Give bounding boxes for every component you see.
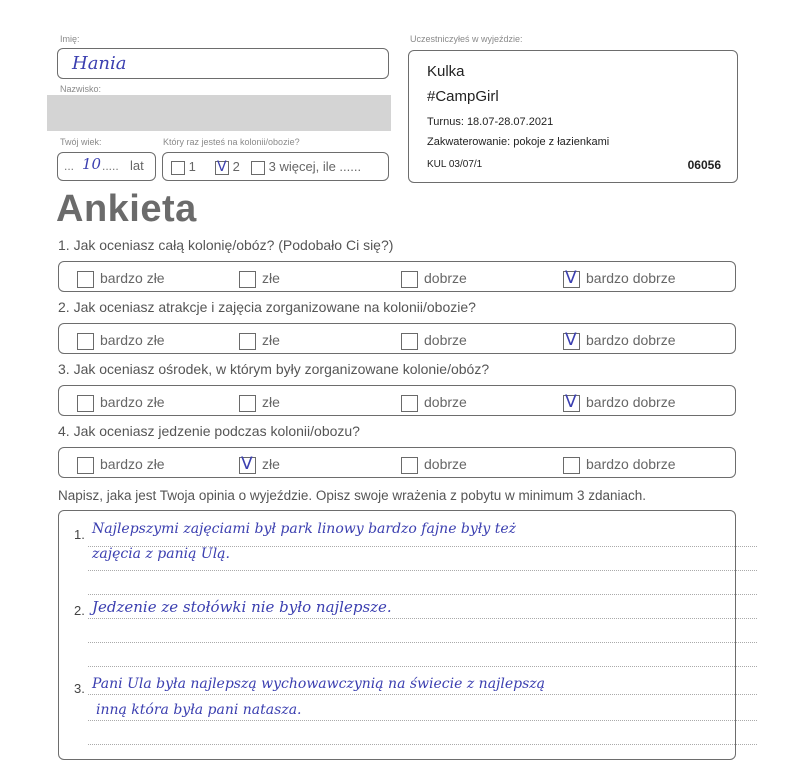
- checkbox[interactable]: [77, 333, 94, 350]
- checkbox[interactable]: [563, 457, 580, 474]
- option-label: bardzo złe: [100, 270, 165, 286]
- times-checkbox-1[interactable]: [171, 161, 185, 175]
- answer-3-number: 3.: [74, 681, 85, 696]
- answer-1-line-2: zajęcia z panią Ulą.: [92, 546, 230, 562]
- checkbox[interactable]: [77, 395, 94, 412]
- checkbox[interactable]: [401, 333, 418, 350]
- answer-rule: [88, 666, 757, 667]
- question-1-text: 1. Jak oceniasz całą kolonię/obóz? (Podobało Ci się?): [58, 237, 394, 253]
- option-label: dobrze: [424, 270, 467, 286]
- option-label: złe: [262, 456, 280, 472]
- checkbox[interactable]: [401, 395, 418, 412]
- times-label: Który raz jesteś na kolonii/obozie?: [163, 137, 300, 147]
- answer-2-number: 2.: [74, 603, 85, 618]
- option-label: złe: [262, 332, 280, 348]
- question-4-options: [58, 447, 736, 478]
- question-3-option-3[interactable]: [401, 394, 467, 412]
- times-option-1-label: 1: [188, 159, 196, 174]
- question-2-option-4[interactable]: [563, 332, 676, 350]
- option-label: bardzo złe: [100, 456, 165, 472]
- age-dots-before: ...: [64, 159, 75, 173]
- question-3-option-4[interactable]: [563, 394, 676, 412]
- question-4-option-2[interactable]: [239, 456, 280, 474]
- answer-rule: [88, 720, 757, 721]
- age-field[interactable]: [57, 152, 156, 181]
- question-2-option-1[interactable]: [77, 332, 165, 350]
- times-option-2[interactable]: [215, 159, 240, 175]
- trip-turnus: Turnus: 18.07-28.07.2021: [427, 116, 554, 128]
- trip-accommodation: Zakwaterowanie: pokoje z łazienkami: [427, 136, 610, 148]
- checkbox[interactable]: [239, 395, 256, 412]
- question-3-options: [58, 385, 736, 416]
- question-4-option-3[interactable]: [401, 456, 467, 474]
- age-label: Twój wiek:: [60, 137, 102, 147]
- checkbox[interactable]: [77, 271, 94, 288]
- checkbox[interactable]: [239, 457, 256, 474]
- question-2-option-3[interactable]: [401, 332, 467, 350]
- option-label: złe: [262, 270, 280, 286]
- question-4-text: 4. Jak oceniasz jedzenie podczas kolonii/obozu?: [58, 423, 360, 439]
- checkbox[interactable]: [239, 271, 256, 288]
- question-3-text: 3. Jak oceniasz ośrodek, w którym były zorganizowane kolonie/obóz?: [58, 361, 490, 377]
- option-label: dobrze: [424, 456, 467, 472]
- answer-1-number: 1.: [74, 527, 85, 542]
- checkbox[interactable]: [563, 271, 580, 288]
- times-field: [162, 152, 389, 181]
- times-option-2-label: 2: [232, 159, 240, 174]
- option-label: bardzo dobrze: [586, 456, 676, 472]
- checkbox[interactable]: [563, 395, 580, 412]
- trip-number: 06056: [687, 158, 721, 172]
- times-option-3[interactable]: [251, 159, 361, 175]
- option-label: bardzo dobrze: [586, 394, 676, 410]
- checkbox[interactable]: [401, 271, 418, 288]
- question-4-option-1[interactable]: [77, 456, 165, 474]
- answer-3-line-2: inną która była pani natasza.: [96, 702, 302, 718]
- age-unit: lat: [130, 158, 144, 173]
- name-label: Imię:: [60, 34, 80, 44]
- question-2-options: [58, 323, 736, 354]
- question-4-option-4[interactable]: [563, 456, 676, 474]
- opinion-prompt: Napisz, jaka jest Twoja opinia o wyjeździe. Opisz swoje wrażenia z pobytu w minimum 3 zdaniach.: [58, 488, 647, 503]
- checkbox[interactable]: [563, 333, 580, 350]
- survey-title: Ankieta: [56, 188, 197, 230]
- answer-1-line-1: Najlepszymi zajęciami był park linowy bardzo fajne były też: [92, 521, 516, 537]
- trip-name: Kulka: [427, 63, 465, 80]
- option-label: bardzo dobrze: [586, 270, 676, 286]
- times-option-3-label: 3 więcej, ile ......: [268, 159, 362, 174]
- question-3-option-2[interactable]: [239, 394, 280, 412]
- option-label: bardzo złe: [100, 332, 165, 348]
- trip-card: [408, 50, 738, 183]
- answer-rule: [88, 642, 757, 643]
- option-label: dobrze: [424, 332, 467, 348]
- answer-rule: [88, 594, 757, 595]
- checkbox[interactable]: [401, 457, 418, 474]
- trip-label: Uczestniczyłeś w wyjeździe:: [410, 34, 523, 44]
- option-label: złe: [262, 394, 280, 410]
- question-1-option-1[interactable]: [77, 270, 165, 288]
- question-1-option-2[interactable]: [239, 270, 280, 288]
- trip-code: KUL 03/07/1: [427, 159, 483, 170]
- times-checkbox-3[interactable]: [251, 161, 265, 175]
- age-dots-after: .....: [102, 159, 119, 173]
- name-value: Hania: [72, 53, 127, 74]
- question-1-options: [58, 261, 736, 292]
- checkbox[interactable]: [77, 457, 94, 474]
- answer-rule: [88, 570, 757, 571]
- checkbox[interactable]: [239, 333, 256, 350]
- question-2-text: 2. Jak oceniasz atrakcje i zajęcia zorganizowane na kolonii/obozie?: [58, 299, 476, 315]
- question-1-option-4[interactable]: [563, 270, 676, 288]
- name-field[interactable]: [57, 48, 389, 79]
- answer-rule: [88, 694, 757, 695]
- option-label: bardzo złe: [100, 394, 165, 410]
- question-1-option-3[interactable]: [401, 270, 467, 288]
- age-value: 10: [82, 155, 102, 173]
- answer-3-line-1: Pani Ula była najlepszą wychowawczynią na świecie z najlepszą: [92, 676, 546, 692]
- option-label: dobrze: [424, 394, 467, 410]
- option-label: bardzo dobrze: [586, 332, 676, 348]
- times-checkbox-2[interactable]: [215, 161, 229, 175]
- surname-label: Nazwisko:: [60, 84, 102, 94]
- answer-rule: [88, 618, 757, 619]
- surname-redacted: [47, 95, 391, 131]
- times-option-1[interactable]: [171, 159, 196, 175]
- trip-tag: #CampGirl: [427, 88, 499, 105]
- question-3-option-1[interactable]: [77, 394, 165, 412]
- answer-2-line-1: Jedzenie ze stołówki nie było najlepsze.: [92, 598, 392, 616]
- answer-rule: [88, 744, 757, 745]
- question-2-option-2[interactable]: [239, 332, 280, 350]
